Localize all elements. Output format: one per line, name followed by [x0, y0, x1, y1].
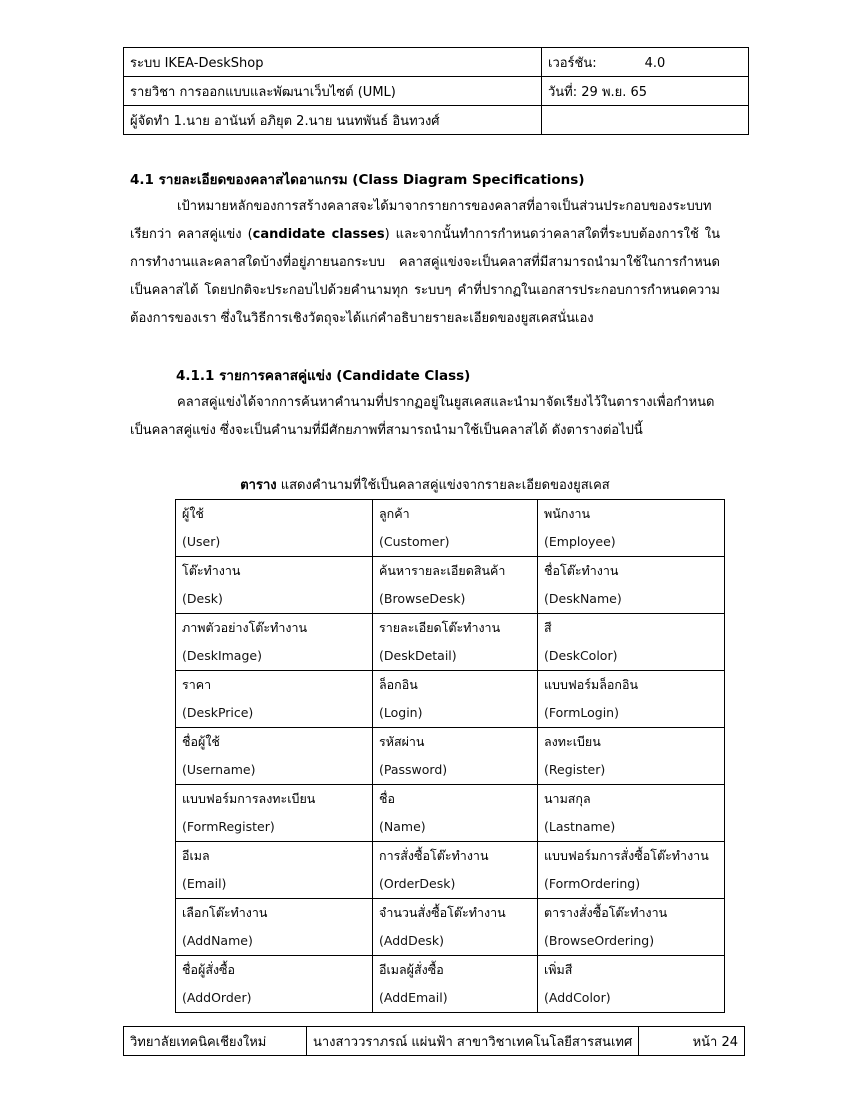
subsection-title: 4.1.1 รายการคลาสคู่แข่ง (Candidate Class) — [176, 368, 471, 384]
thai-term: การสั่งซื้อโต๊ะทำงาน — [379, 848, 489, 863]
thai-term: สี — [544, 620, 552, 635]
thai-term: นามสกุล — [544, 791, 591, 806]
class-name: (FormLogin) — [544, 705, 619, 720]
table-row — [176, 500, 725, 557]
caption-text: แสดงคำนามที่ใช้เป็นคลาสคู่แข่งจากรายละเอียดของยูสเคส — [276, 478, 610, 493]
class-name: (FormRegister) — [182, 819, 275, 834]
college-name: วิทยาลัยเทคนิคเชียงใหม่ — [124, 1027, 307, 1056]
thai-term: พนักงาน — [544, 506, 591, 521]
document-footer — [123, 1026, 745, 1056]
table-cell — [373, 728, 538, 785]
table-cell — [538, 557, 725, 614]
version-label: เวอร์ชัน: — [548, 55, 597, 71]
thai-term: แบบฟอร์มการสั่งซื้อโต๊ะทำงาน — [544, 848, 709, 863]
thai-term: เลือกโต๊ะทำงาน — [182, 905, 268, 920]
table-cell — [538, 785, 725, 842]
thai-term: ชื่อผู้สั่งซื้อ — [182, 962, 236, 977]
paragraph-text: ) และจากนั้นทำการกำหนดว่าคลาสใดที่ระบบต้องการใช้ ในการทำงานและคลาสใดบ้างที่อยู่ภายนอกระบบ คลาสคู่แข่งจะเป็นคลาสที่มีสามารถนำมาใช้ในการกำหนด เป็นคลาสได้ โดยปกติจะประกอบไปด้วยคำนามทุก ระบบๆ คำที่ปรากฏในเอกสารประกอบการกำหนดความต้องการของเรา ซึ่งในวิธีการเชิงวัตถุจะได้แก่คำอธิบายรายละเอียดของยูสเคสนั่นเอง — [130, 227, 720, 326]
class-name: (BrowseOrdering) — [544, 933, 655, 948]
header-row — [124, 106, 749, 135]
table-row — [176, 614, 725, 671]
thai-term: ชื่อ — [379, 791, 395, 806]
table-cell — [176, 671, 373, 728]
table-cell — [373, 785, 538, 842]
candidate-class-table — [175, 499, 725, 1013]
table-cell — [176, 500, 373, 557]
thai-term: ตารางสั่งซื้อโต๊ะทำงาน — [544, 905, 668, 920]
class-name: (OrderDesk) — [379, 876, 456, 891]
footer-row — [124, 1027, 745, 1056]
table-row — [176, 671, 725, 728]
table-cell — [176, 557, 373, 614]
class-name: (AddColor) — [544, 990, 611, 1005]
thai-term: รหัสผ่าน — [379, 734, 425, 749]
authors: ผู้จัดทำ 1.นาย อานันท์ อภิยุต 2.นาย นนทพันธ์ อินทวงศ์ — [124, 106, 542, 135]
subject-name: รายวิชา การออกแบบและพัฒนาเว็บไซต์ (UML) — [124, 77, 542, 106]
table-cell — [373, 956, 538, 1013]
class-name: (DeskDetail) — [379, 648, 457, 663]
table-row — [176, 899, 725, 956]
table-cell — [538, 671, 725, 728]
class-name: (DeskName) — [544, 591, 622, 606]
class-name: (AddName) — [182, 933, 253, 948]
class-name: (Desk) — [182, 591, 223, 606]
table-cell — [176, 614, 373, 671]
table-cell — [538, 728, 725, 785]
thai-term: จำนวนสั่งซื้อโต๊ะทำงาน — [379, 905, 506, 920]
footer-author: นางสาววราภรณ์ แผ่นฟ้า สาขาวิชาเทคโนโลยีสารสนเทศ — [307, 1027, 639, 1056]
table-caption — [0, 474, 850, 495]
header-row — [124, 48, 749, 77]
table-row — [176, 956, 725, 1013]
table-cell — [373, 500, 538, 557]
paragraph-bold-term: candidate classes — [252, 227, 385, 242]
table-cell — [538, 842, 725, 899]
table-cell — [373, 671, 538, 728]
thai-term: ลูกค้า — [379, 506, 410, 521]
system-name: ระบบ IKEA-DeskShop — [124, 48, 542, 77]
table-row — [176, 728, 725, 785]
class-name: (AddEmail) — [379, 990, 448, 1005]
class-name: (FormOrdering) — [544, 876, 641, 891]
class-name: (DeskImage) — [182, 648, 262, 663]
table-cell — [538, 899, 725, 956]
class-name: (DeskColor) — [544, 648, 618, 663]
version-value: 4.0 — [644, 55, 666, 71]
caption-label: ตาราง — [240, 478, 277, 493]
table-cell — [176, 899, 373, 956]
thai-term: รายละเอียดโต๊ะทำงาน — [379, 620, 501, 635]
thai-term: ลงทะเบียน — [544, 734, 601, 749]
table-row — [176, 842, 725, 899]
table-cell — [373, 614, 538, 671]
section-title: 4.1 รายละเอียดของคลาสไดอาแกรม (Class Diagram Specifications) — [130, 172, 585, 188]
thai-term: ชื่อผู้ใช้ — [182, 734, 220, 749]
class-name: (User) — [182, 534, 221, 549]
class-name: (Register) — [544, 762, 606, 777]
thai-term: อีเมล — [182, 848, 210, 863]
table-cell — [176, 956, 373, 1013]
document-header — [123, 47, 749, 135]
class-name: (AddDesk) — [379, 933, 445, 948]
table-row — [176, 557, 725, 614]
class-name: (Email) — [182, 876, 227, 891]
class-name: (DeskPrice) — [182, 705, 254, 720]
class-name: (Customer) — [379, 534, 450, 549]
thai-term: อีเมลผู้สั่งซื้อ — [379, 962, 444, 977]
thai-term: ชื่อโต๊ะทำงาน — [544, 563, 619, 578]
class-name: (AddOrder) — [182, 990, 252, 1005]
thai-term: เพิ่มสี — [544, 962, 573, 977]
table-cell — [538, 500, 725, 557]
class-name: (Name) — [379, 819, 426, 834]
thai-term: ภาพตัวอย่างโต๊ะทำงาน — [182, 620, 308, 635]
table-cell — [538, 956, 725, 1013]
table-row — [176, 785, 725, 842]
subsection-paragraph: คลาสคู่แข่งได้จากการค้นหาคำนามที่ปรากฏอยู่ในยูสเคสและนำมาจัดเรียงไว้ในตารางเพื่อกำหนดเป็นคลาสคู่แข่ง ซึ่งจะเป็นคำนามที่มีศักยภาพที่สามารถนำมาใช้เป็นคลาสได้ ดังตารางต่อไปนี้ — [130, 395, 715, 438]
table-cell — [176, 728, 373, 785]
empty-cell — [542, 106, 749, 135]
thai-term: แบบฟอร์มล็อกอิน — [544, 677, 639, 692]
document-date: วันที่: 29 พ.ย. 65 — [542, 77, 749, 106]
page-number: หน้า 24 — [639, 1027, 745, 1056]
class-name: (Username) — [182, 762, 256, 777]
thai-term: ผู้ใช้ — [182, 506, 204, 521]
version-cell — [542, 48, 749, 77]
table-cell — [373, 899, 538, 956]
table-cell — [176, 785, 373, 842]
table-cell — [538, 614, 725, 671]
thai-term: โต๊ะทำงาน — [182, 563, 241, 578]
class-name: (Lastname) — [544, 819, 616, 834]
class-name: (Password) — [379, 762, 448, 777]
class-name: (Login) — [379, 705, 423, 720]
thai-term: ล็อกอิน — [379, 677, 418, 692]
paragraph-text: เป้าหมายหลักของการสร้างคลาสจะได้มาจากรายการของคลาสที่อาจเป็นส่วนประกอบของระบบทเรียกว่า คลาสคู่แข่ง ( — [130, 199, 712, 242]
table-cell — [373, 557, 538, 614]
header-row — [124, 77, 749, 106]
class-name: (Employee) — [544, 534, 616, 549]
thai-term: ค้นหารายละเอียดสินค้า — [379, 563, 506, 578]
thai-term: แบบฟอร์มการลงทะเบียน — [182, 791, 316, 806]
section-paragraph — [130, 193, 720, 333]
table-cell — [373, 842, 538, 899]
class-name: (BrowseDesk) — [379, 591, 466, 606]
table-cell — [176, 842, 373, 899]
thai-term: ราคา — [182, 677, 212, 692]
